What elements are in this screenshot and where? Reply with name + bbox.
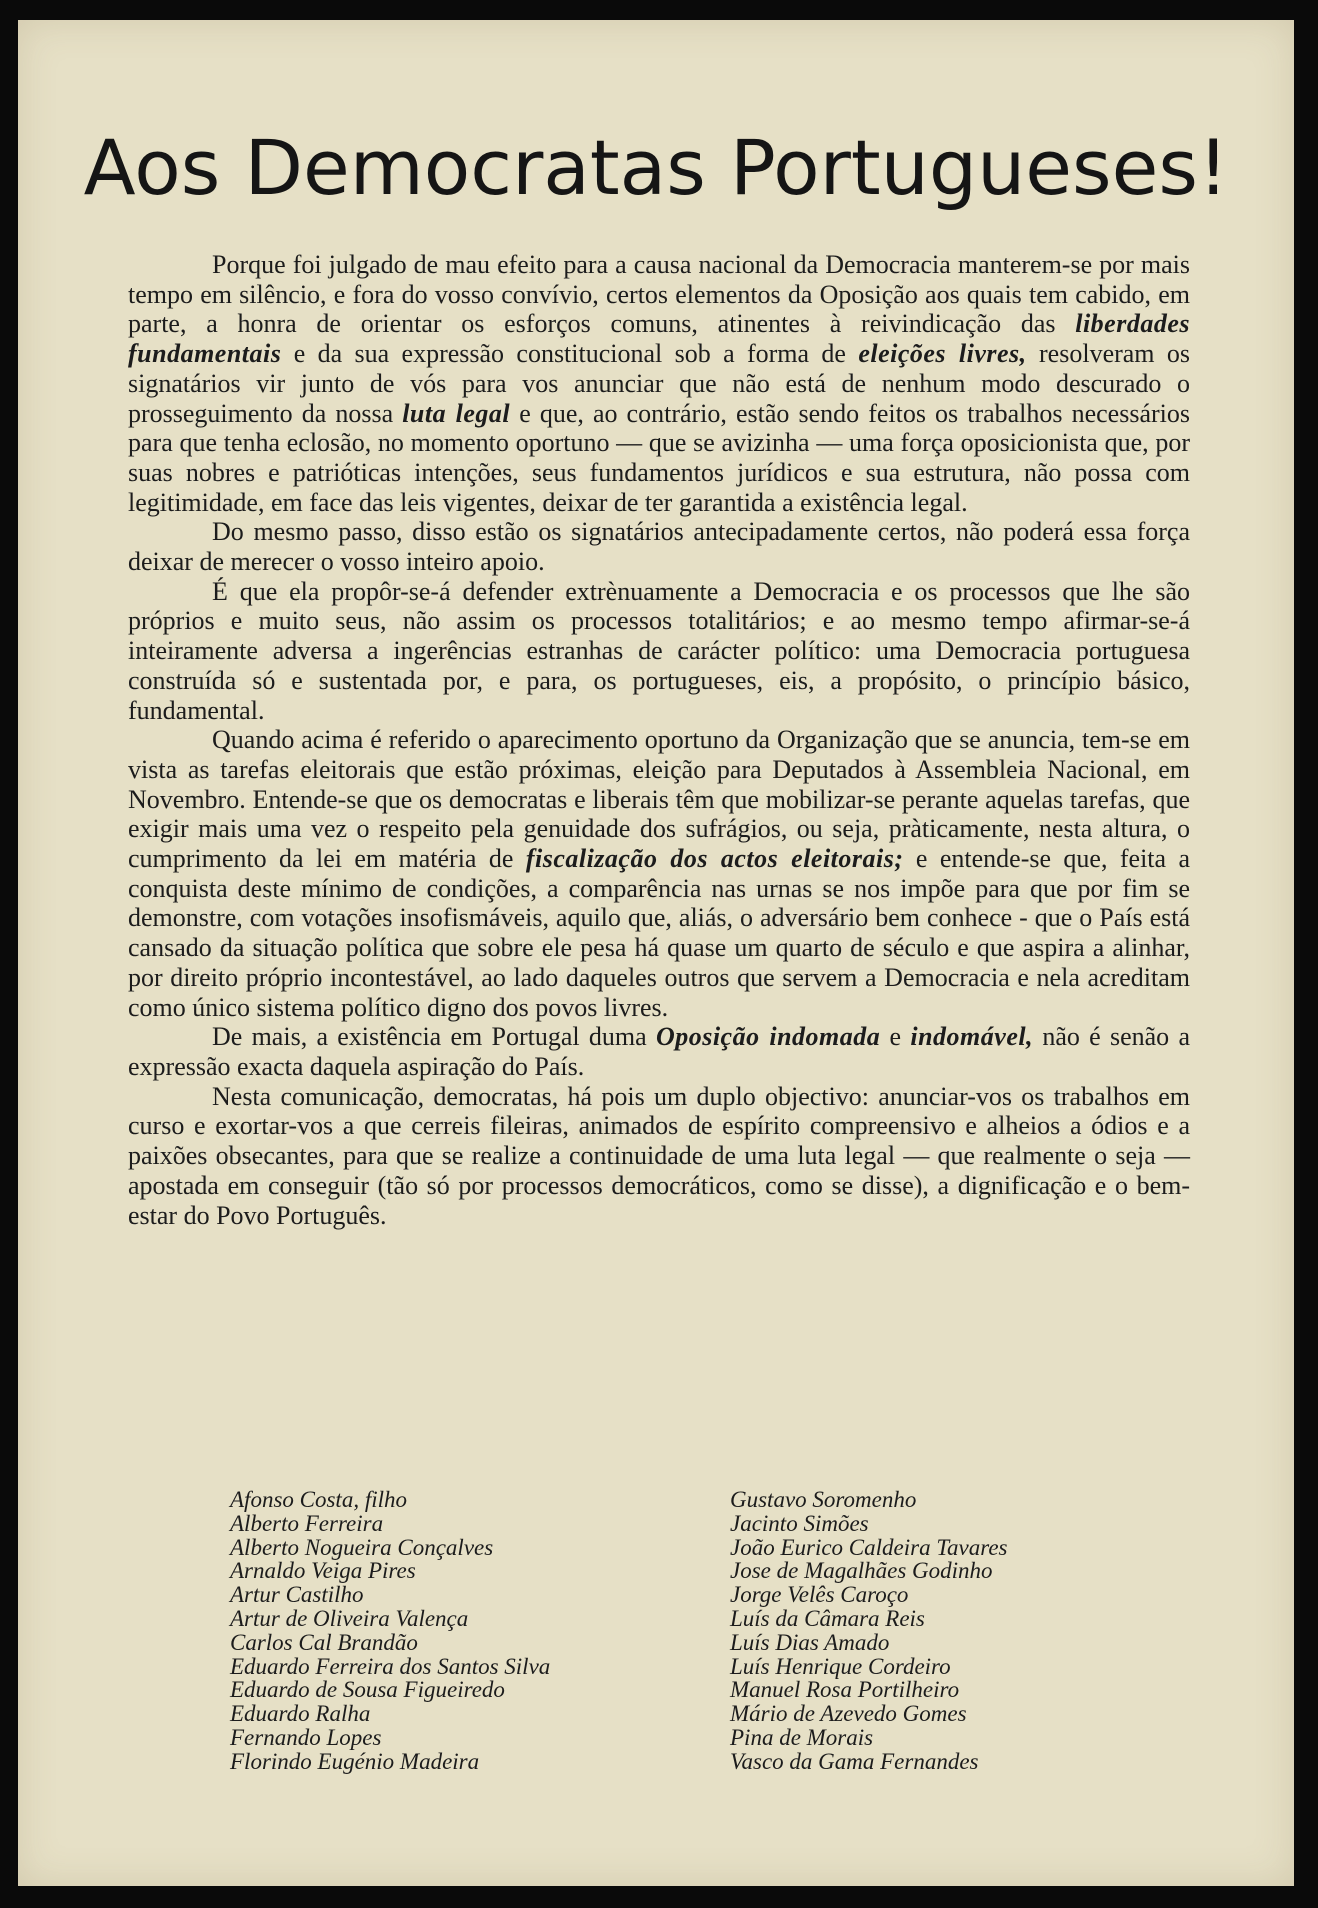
paragraph-text: e da sua expressão constitucional sob a forma de [281,339,859,369]
paragraph-text: Do mesmo passo, disso estão os signatários antecipadamente certos, não poderá essa força deixar de merecer o vosso inteiro apoio. [128,517,1190,577]
signatories-right-column [730,1488,1007,1774]
signatory-name: Luís Henrique Cordeiro [730,1653,951,1679]
signatory-name: Afonso Costa, filho [230,1487,407,1512]
body-paragraph [128,725,1190,1022]
signatory-name: Gustavo Soromenho [730,1487,917,1512]
paragraph-text: É que ela propôr-se-á defender extrènuamente a Democracia e os processos que lhe são próprios e muito seus, não assim os processos totalitários; e ao mesmo tempo afirmar-se-á inteiramente adversa a ingerências estranhas de carácter político: uma Democracia portuguesa construída só e sustentada por, e para, os portugueses, eis, a propósito, o princípio básico, fundamental. [128,576,1190,725]
signatory-name: Alberto Ferreira [230,1510,384,1536]
signatory-name: Mário de Azevedo Gomes [730,1701,967,1727]
body-paragraph [128,1022,1190,1081]
signatory-name: Luís Dias Amado [730,1629,890,1655]
paragraph-text: e [880,1022,911,1052]
signatory-name: Artur de Oliveira Valença [230,1605,469,1631]
emphasized-text: Oposição indomada [655,1022,881,1052]
emphasized-text: liberdades fundamentais [128,309,1190,369]
signatory-name: Jacinto Simões [730,1510,869,1536]
paragraph-text: e entende-se que, feita a conquista deste mínimo de condições, a comparência nas urnas se nos impõe para que por fim se demonstre, com votações insofismáveis, aquilo que, aliás, o adversário bem conhece - que o País está cansado da situação política que sobre ele pesa há quase um quarto de século e que aspira a alinhar, por direito próprio incontestável, ao lado daqueles outros que servem a Democracia e nela acreditam como único sistema político digno dos povos livres. [128,844,1190,1022]
signatories-left-column [230,1488,550,1774]
signatory-name: Artur Castilho [230,1582,364,1608]
signatory-name: Eduardo Ralha [230,1701,371,1727]
document-body [128,250,1190,1230]
paragraph-text: resolveram os signatários vir junto de vós para vos anunciar que não está de nenhum modo descurado o prosseguimento da nossa [128,339,1191,428]
signatory-name: Eduardo de Sousa Figueiredo [230,1677,505,1703]
document-page [18,20,1294,1886]
paragraph-text: Quando acima é referido o aparecimento oportuno da Organização que se anuncia, tem-se em vista as tarefas eleitorais que estão próximas, eleição para Deputados à Assembleia Nacional, em Novembro. Entende-se que os democratas e liberais têm que mobilizar-se perante aquelas tarefas, que exigir mais uma vez o respeito pela genuidade dos sufrágios, ou seja, pràticamente, nesta altura, o cumprimento da lei em matéria de [128,725,1190,874]
signatory-name: Eduardo Ferreira dos Santos Silva [230,1653,551,1679]
signatory-name: Carlos Cal Brandão [230,1629,418,1655]
body-paragraph [128,577,1190,726]
signatory-name: Vasco da Gama Fernandes [730,1748,979,1774]
paragraph-text: Nesta comunicação, democratas, há pois um duplo objectivo: anunciar-vos os trabalhos em curso e exortar-vos a que cerreis fileiras, animados de espírito compreensivo e alheios a ódios e a paixões obsecantes, para que se realize a continuidade de uma luta legal — que realmente o seja — apostada em conseguir (tão só por processos democráticos, como se disse), a dignificação e o bem-estar do Povo Português. [128,1081,1190,1230]
signatory-name: Alberto Nogueira Conçalves [230,1534,494,1560]
paragraph-text: Porque foi julgado de mau efeito para a causa nacional da Democracia manterem-se por mais tempo em silêncio, e fora do vosso convívio, certos elementos da Oposição aos quais tem cabido, em parte, a honra de orientar os esforços comuns, atinentes à reivindicação das [128,250,1190,339]
paragraph-text: e que, ao contrário, estão sendo feitos os trabalhos necessários para que tenha eclosão, no momento oportuno — que se avizinha — uma força oposicionista que, por suas nobres e patrióticas intenções, seus fundamentos jurídicos e sua estrutura, não possa com legitimidade, em face das leis vigentes, deixar de ter garantida a existência legal. [128,398,1190,517]
paragraph-text: não é senão a expressão exacta daquela aspiração do País. [128,1022,1190,1081]
body-paragraph [128,1082,1190,1231]
emphasized-text: fiscalização dos actos eleitorais; [525,844,904,874]
signatory-name: Luís da Câmara Reis [730,1605,925,1631]
signatory-name: Jorge Velês Caroço [730,1582,909,1608]
document-title: Aos Democratas Portugueses! [83,123,1229,212]
signatory-name: Fernando Lopes [230,1724,382,1750]
body-paragraph [128,250,1190,517]
paragraph-text: De mais, a existência em Portugal duma [212,1022,656,1052]
signatory-name: Arnaldo Veiga Pires [230,1558,416,1584]
signatory-name: Jose de Magalhães Godinho [730,1558,993,1584]
emphasized-text: indomável, [910,1022,1034,1052]
emphasized-text: luta legal [402,398,511,428]
signatory-name: Florindo Eugénio Madeira [230,1748,480,1774]
emphasized-text: eleições livres, [858,339,1027,369]
signatory-name: Manuel Rosa Portilheiro [730,1677,960,1703]
signatory-name: Pina de Morais [730,1724,874,1750]
body-paragraph [128,517,1190,576]
signatory-name: João Eurico Caldeira Tavares [730,1534,1008,1560]
